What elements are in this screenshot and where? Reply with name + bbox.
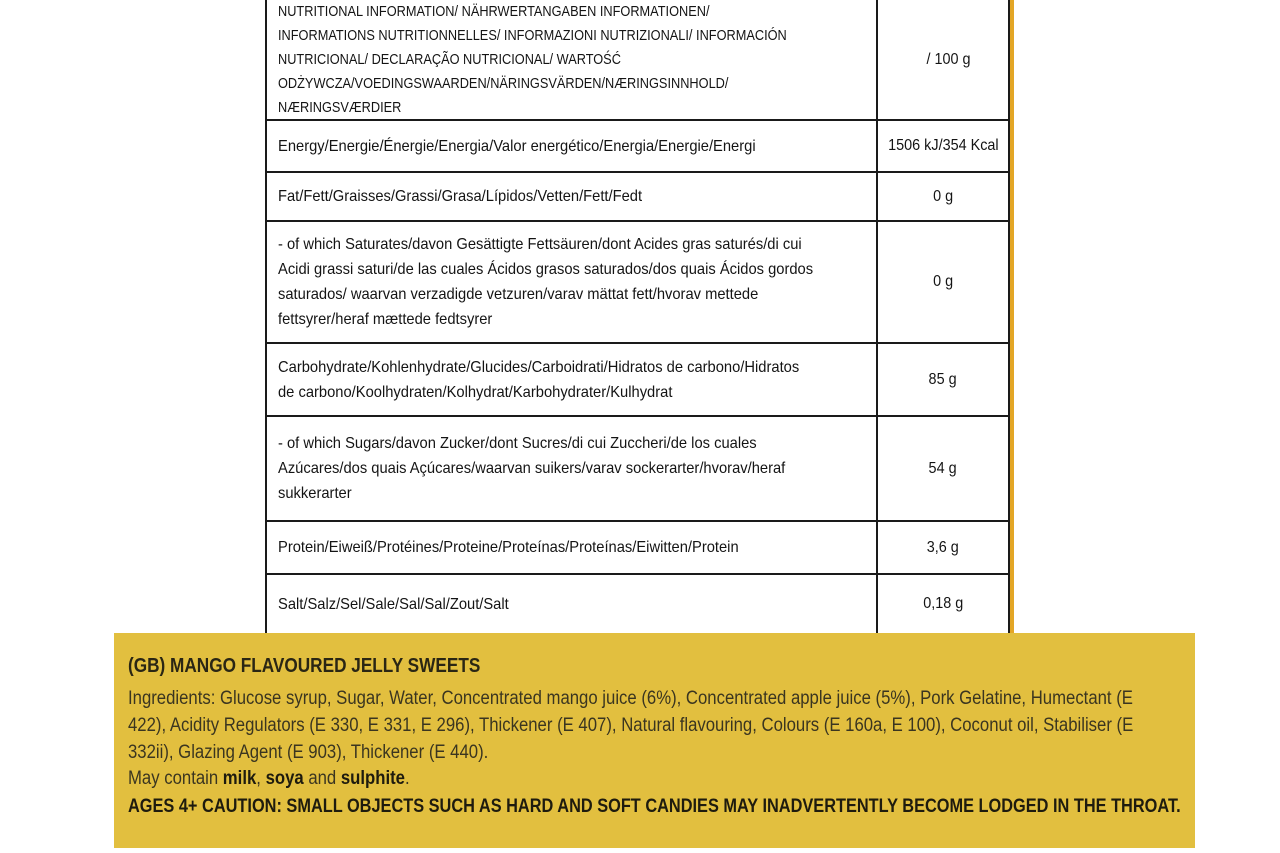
table-row-saturates [267, 222, 1008, 344]
allergen-separator: and [303, 768, 341, 789]
nutrient-value: 0 g [876, 173, 1008, 220]
table-row-carbohydrate [267, 344, 1008, 417]
table-row-sugars [267, 417, 1008, 522]
table-header-row [267, 0, 1008, 121]
nutrient-label: Protein/Eiweiß/Protéines/Proteine/Proteínas/Proteínas/Eiwitten/Protein [278, 539, 739, 556]
table-row-protein [267, 522, 1008, 575]
nutrient-value: 0,18 g [876, 575, 1008, 633]
allergen-statement [128, 766, 1055, 792]
nutrient-label: Salt/Salz/Sel/Sale/Sal/Sal/Zout/Salt [278, 595, 509, 613]
nutrient-value: 54 g [876, 417, 1008, 520]
ingredients-list: Ingredients: Glucose syrup, Sugar, Water, Concentrated mango juice (6%), Concentrated apple juice (5%), Pork Gelatine, Humectant (E 422), Acidity Regulators (E 330, E 331, E 296), Thickener (E 407), Natural flavouring, Colours (E 160a, E 100), Coconut oil, Stabiliser (E 332ii), Glazing Agent (E 903), Thickener (E 440). [128, 688, 1134, 763]
nutrient-value: 1506 kJ/354 Kcal [876, 121, 1008, 171]
nutrient-value: 3,6 g [876, 522, 1008, 573]
nutrient-label: - of which Saturates/davon Gesättigte Fettsäuren/dont Acides gras saturés/di cui Acidi grassi saturi/de las cuales Ácidos grasos saturados/dos quais Ácidos gordos saturados/ waarvan verzadigde vetzuren/varav mättat fett/hvorav mettede fettsyrer/heraf mættede fedtsyrer [278, 236, 814, 328]
nutrition-table [265, 0, 1010, 633]
nutrient-value: 85 g [876, 344, 1008, 415]
nutrient-value: 0 g [876, 222, 1008, 342]
allergen-sulphite: sulphite [340, 768, 405, 789]
header-per-100g: / 100 g [876, 0, 1008, 119]
allergen-soya: soya [265, 768, 304, 789]
allergen-separator: , [256, 768, 266, 789]
nutrient-label: Energy/Energie/Énergie/Energia/Valor energético/Energia/Energie/Energi [278, 137, 756, 155]
table-row-energy [267, 121, 1008, 173]
product-title: (GB) MANGO FLAVOURED JELLY SWEETS [128, 655, 481, 677]
nutrient-label: Fat/Fett/Graisses/Grassi/Grasa/Lípidos/Vetten/Fett/Fedt [278, 188, 643, 205]
table-row-salt [267, 575, 1008, 633]
table-row-fat [267, 173, 1008, 222]
age-caution-warning: AGES 4+ CAUTION: SMALL OBJECTS SUCH AS HARD AND SOFT CANDIES MAY INADVERTENTLY BECOME LODGED IN THE THROAT. [128, 796, 1181, 817]
allergen-milk: milk [222, 768, 257, 789]
allergen-suffix: . [404, 768, 410, 789]
header-label: NUTRITIONAL INFORMATION/ NÄHRWERTANGABEN INFORMATIONEN/ INFORMATIONS NUTRITIONNELLES/ INFORMAZIONI NUTRIZIONALI/ INFORMACIÓN NUTRICIONAL/ DECLARAÇÃO NUTRICIONAL/ WARTOŚĆ ODŻYWCZA/VOEDINGSWAARDEN/NÄRINGSVÄRDEN/NÆRINGSINNHOLD/ NÆRINGSVÆRDIER [278, 3, 787, 116]
ingredients-panel [114, 633, 1195, 848]
nutrient-label: - of which Sugars/davon Zucker/dont Sucres/di cui Zuccheri/de los cuales Azúcares/dos quais Açúcares/waarvan suikers/varav sockerarter/hvorav/heraf sukkerarter [278, 435, 786, 502]
allergen-prefix: May contain [128, 768, 223, 789]
nutrient-label: Carbohydrate/Kohlenhydrate/Glucides/Carboidrati/Hidratos de carbono/Hidratos de carbono/Koolhydraten/Kolhydrat/Karbohydrater/Kulhydrat [278, 358, 800, 401]
